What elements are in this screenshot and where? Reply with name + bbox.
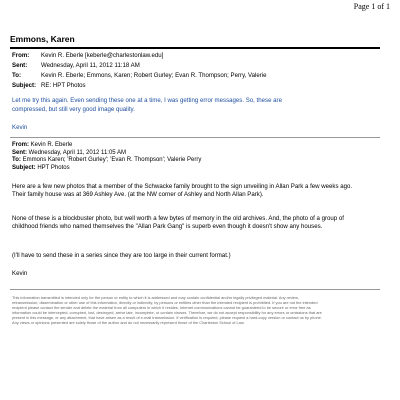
sent-label: Sent: — [12, 62, 28, 69]
quoted-subject-label: Subject: — [12, 164, 36, 171]
quoted-from: Kevin R. Eberle — [30, 142, 73, 148]
quoted-subject-row — [12, 165, 201, 173]
quoted-header — [12, 142, 201, 172]
print-header-name: Emmons, Karen — [10, 34, 75, 44]
email-sent-row — [12, 61, 140, 70]
to-label: To: — [12, 72, 22, 79]
from-label: From: — [12, 52, 30, 59]
page-number: Page 1 of 1 — [353, 2, 390, 11]
email-from-row — [12, 51, 163, 60]
email-from: Kevin R. Eberle [keberle@charlestonlaw.edu] — [41, 52, 164, 59]
email-subject: RE: HPT Photos — [41, 82, 86, 89]
quoted-to-row — [12, 157, 201, 165]
quoted-sent-row — [12, 150, 201, 158]
email-signature: Kevin — [12, 124, 28, 131]
quoted-paragraph-3: (I'll have to send these in a series since they are too large in their current format.) — [12, 252, 231, 259]
header-divider — [10, 47, 380, 49]
quoted-sent-label: Sent: — [12, 149, 27, 156]
quoted-from-label: From: — [12, 142, 29, 148]
quoted-sent: Wednesday, April 11, 2012 11:05 AM — [28, 149, 126, 156]
quoted-to: Emmons Karen; 'Robert Gurley'; 'Evan R. Thompson'; Valerie Perry — [22, 157, 202, 164]
quoted-divider — [10, 137, 380, 138]
quoted-subject: HPT Photos — [37, 164, 70, 171]
email-subject-row — [12, 81, 86, 90]
quoted-to-label: To: — [12, 157, 21, 164]
quoted-paragraph-2: None of these is a blockbuster photo, but well worth a few bytes of memory in the old archives. And, the photo of a group of childhood friends who named themselves the "Allan Park Gang" is superb even though it doesn't show any houses. — [12, 215, 344, 231]
quoted-paragraph-1: Here are a few new photos that a member of the Schwacke family brought to the sign unveiling in Allan Park a few weeks ago. Their family house was at 369 Ashley Ave. (at the NW corner of Ashley and North Allan Park). — [12, 183, 353, 199]
email-to-row — [12, 71, 267, 80]
legal-disclaimer: This information transmitted is intended only for the person or entity to which it is addressed and may contain confidential and/or legally privileged material. Any review, retransmission, dissemination or other use of this information, directly or indirectly, by persons or entities other than the intended recipient is prohibited. If you are not the intended recipient please contact the sender and delete the material from all computers in which it resides. Internet communications cannot be guaranteed to be secure or error free as information could be intercepted, corrupted, lost, destroyed, arrive late, incomplete, or contain viruses. Therefore, we do not accept responsibility for any errors or omissions that are present in this message, or any attachment, that have arisen as a result of e-mail transmission. If verification is required, please request a hard-copy version or contact us by phone. Any views or opinions presented are solely those of the author and do not necessarily represent those of the Charleston School of Law. — [12, 295, 322, 325]
email-body: Let me try this again. Even sending these one at a time, I was getting error messages. So, these are compressed, but still very good image quality. — [12, 97, 282, 113]
subject-label: Subject: — [12, 82, 37, 89]
disclaimer-divider — [10, 289, 380, 290]
quoted-from-row — [12, 142, 201, 150]
email-to: Kevin R. Eberle; Emmons, Karen; Robert Gurley; Evan R. Thompson; Perry, Valerie — [41, 72, 267, 79]
email-sent: Wednesday, April 11, 2012 11:18 AM — [41, 62, 140, 69]
quoted-signature: Kevin — [12, 270, 28, 277]
